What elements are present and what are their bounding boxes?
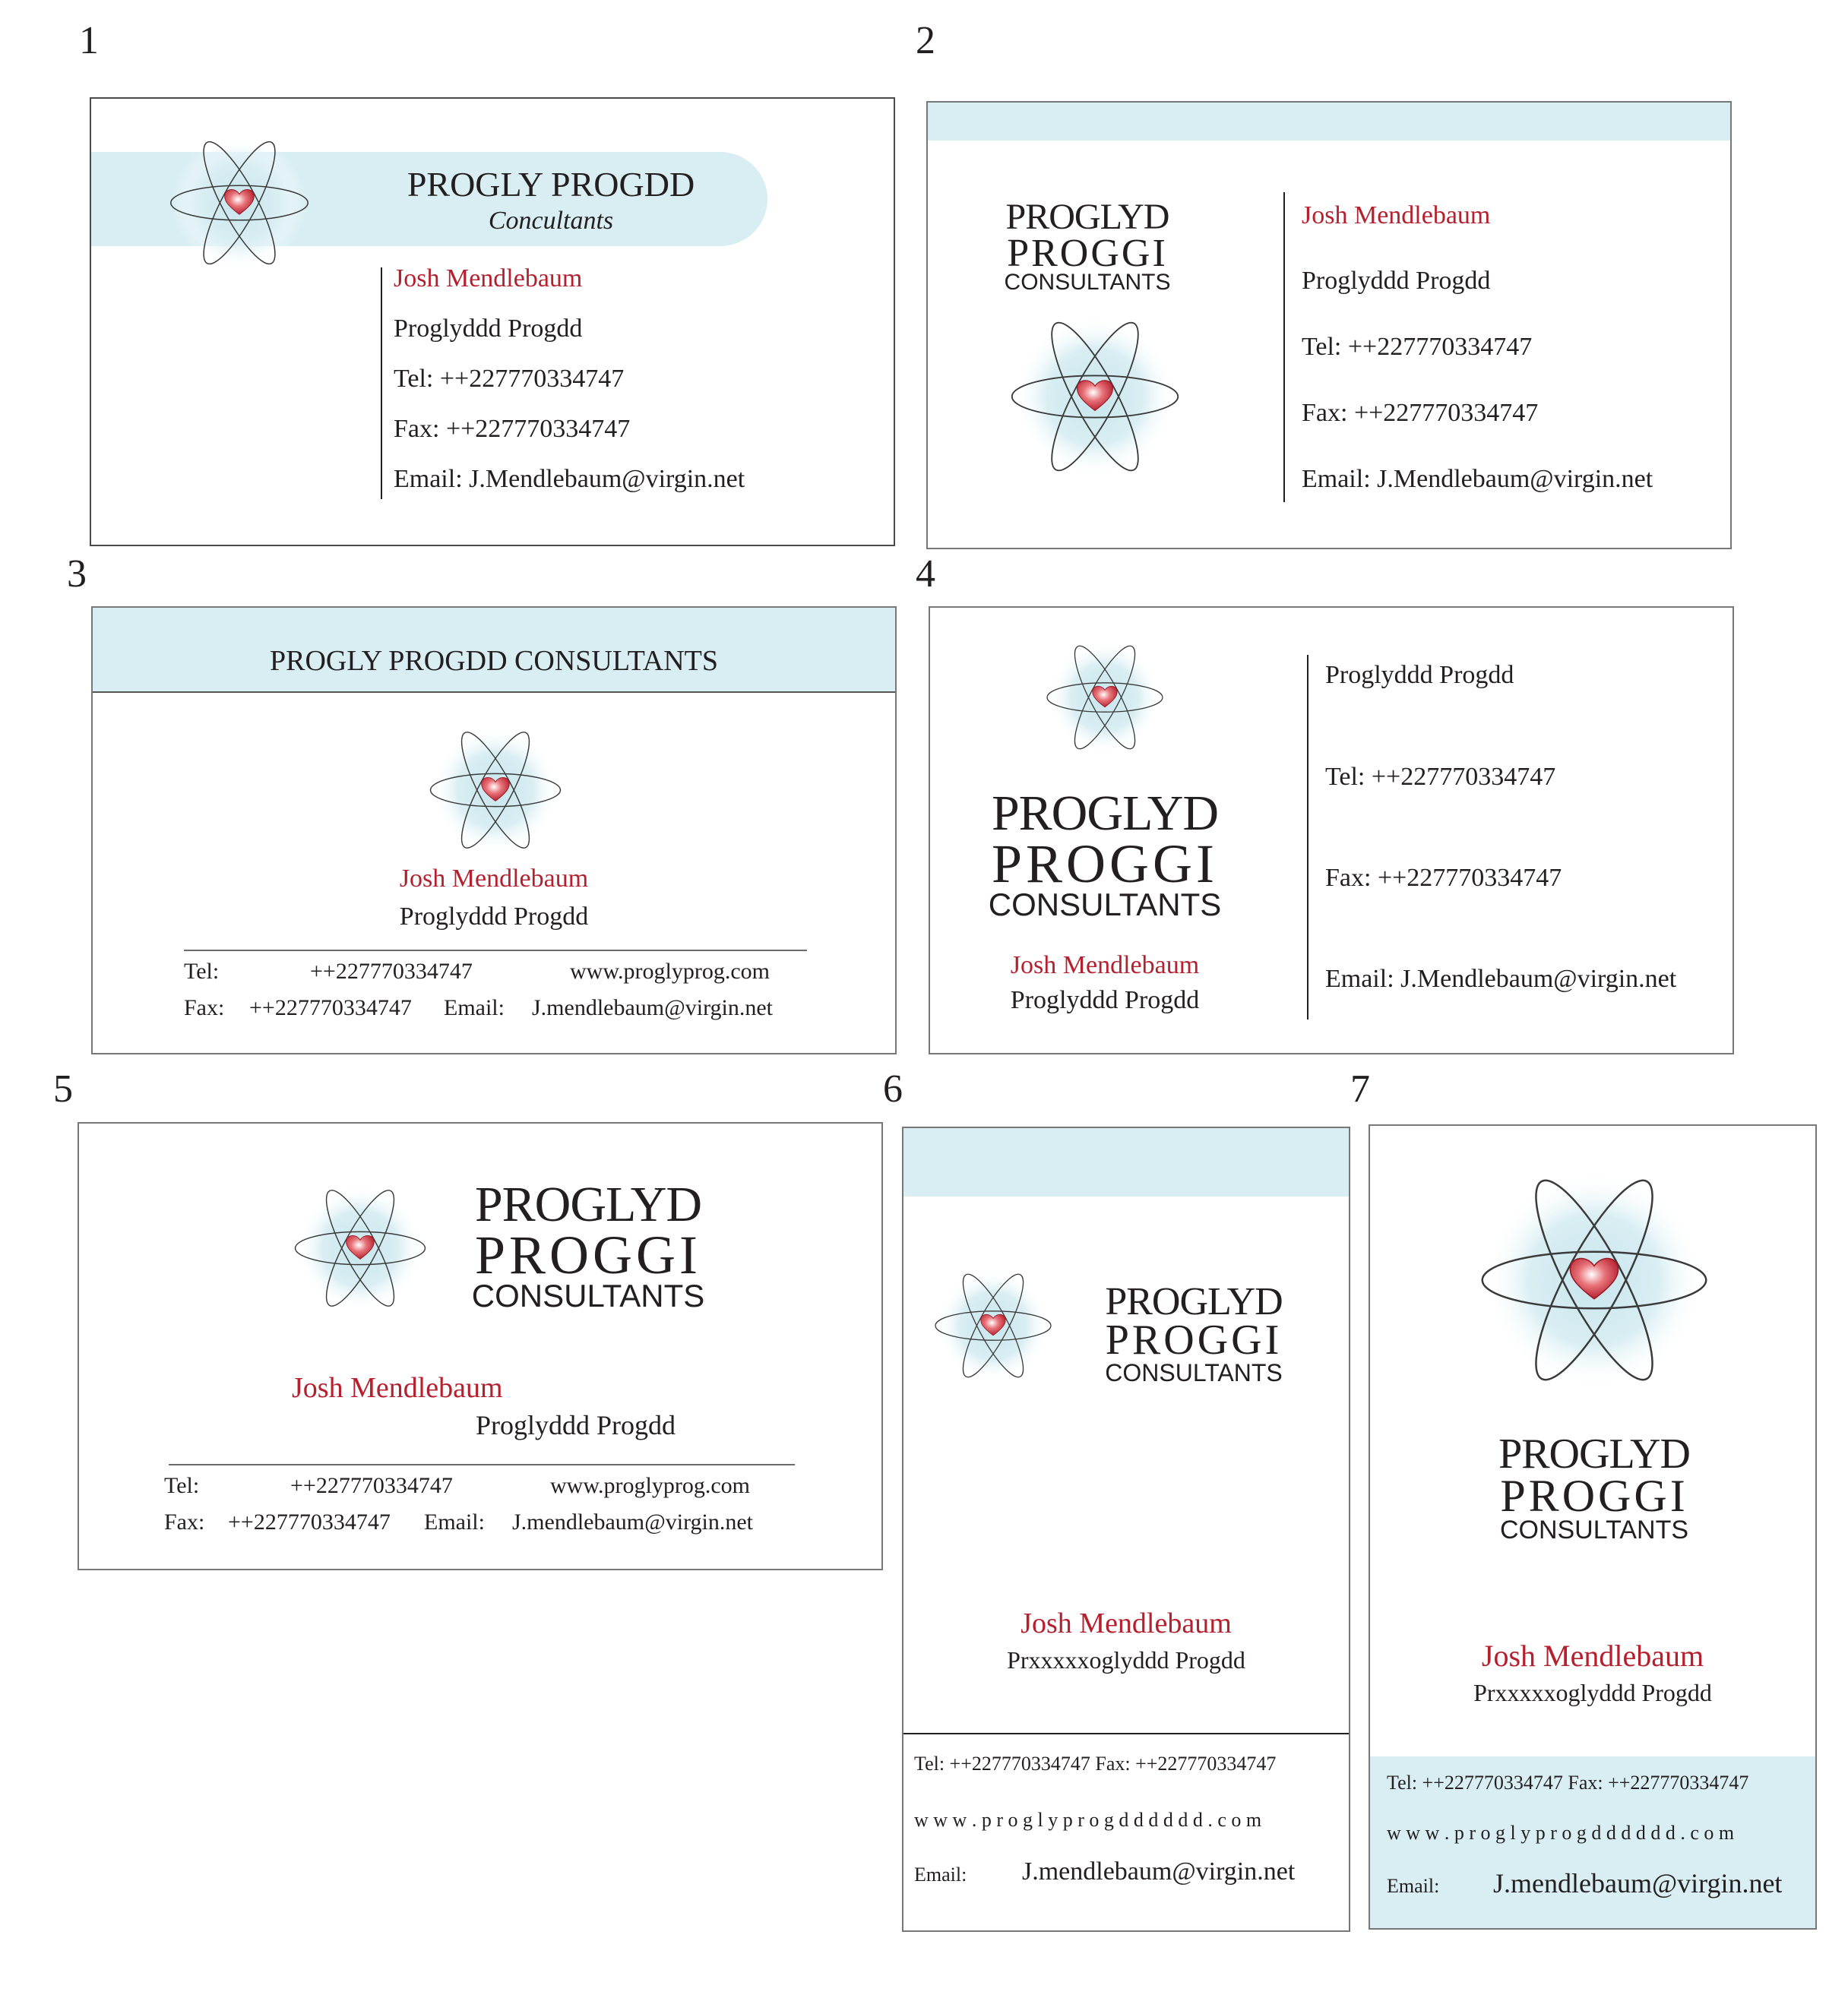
fax-value: ++227770334747 <box>249 995 412 1020</box>
person-name: Josh Mendlebaum <box>399 865 589 893</box>
website[interactable]: w w w . p r o g l y p r o g d d d d d d . c o m <box>914 1809 1262 1831</box>
company-logo-text <box>436 1177 740 1314</box>
person-name: Josh Mendlebaum <box>1481 1639 1704 1673</box>
logo-line-3: CONSULTANTS <box>988 887 1222 923</box>
email-value[interactable]: J.mendlebaum@virgin.net <box>532 995 774 1020</box>
fax-line: Fax: ++227770334747 <box>1302 399 1539 427</box>
atom-heart-icon <box>412 722 579 858</box>
email-label: Email: <box>914 1864 967 1886</box>
person-title: Prxxxxxoglyddd Progdd <box>1007 1646 1245 1674</box>
card-number-1: 1 <box>79 19 99 62</box>
separator <box>169 1464 795 1465</box>
atom-heart-icon <box>167 131 312 275</box>
business-card-6 <box>902 1127 1350 1932</box>
business-card-2 <box>926 101 1732 549</box>
fax-line: Fax: ++227770334747 <box>1325 864 1562 892</box>
company-name: PROGLY PROGDD CONSULTANTS <box>270 645 718 677</box>
header-band <box>928 103 1730 141</box>
card-number-6: 6 <box>883 1067 903 1111</box>
person-name: Josh Mendlebaum <box>1021 1608 1232 1639</box>
logo-line-1: PROGLYD <box>991 786 1219 841</box>
tel-fax-line: Tel: ++227770334747 Fax: ++227770334747 <box>1387 1772 1749 1794</box>
logo-line-2: PROGGI <box>1007 231 1168 275</box>
tel-label: Tel: <box>164 1473 200 1498</box>
email-line: Email: J.Mendlebaum@virgin.net <box>394 465 745 493</box>
logo-line-2: PROGGI <box>474 1224 702 1285</box>
atom-heart-icon <box>925 1265 1062 1386</box>
person-title: Proglyddd Progdd <box>476 1410 676 1440</box>
company-name: PROGLY PROGDD <box>407 165 695 204</box>
tel-line: Tel: ++227770334747 <box>1325 763 1556 791</box>
email-label: Email: <box>424 1510 485 1535</box>
fax-value: ++227770334747 <box>228 1510 391 1535</box>
company-logo-text <box>1442 1431 1746 1545</box>
logo-line-1: PROGLYD <box>474 1177 702 1232</box>
header-band <box>903 1128 1349 1197</box>
separator <box>184 950 807 951</box>
website[interactable]: www.proglyprog.com <box>570 959 771 984</box>
tel-label: Tel: <box>184 959 220 984</box>
card-number-4: 4 <box>916 552 935 596</box>
card-number-2: 2 <box>916 19 935 62</box>
email-value[interactable]: J.mendlebaum@virgin.net <box>512 1510 754 1535</box>
person-title: Proglyddd Progdd <box>394 315 583 343</box>
logo-line-2: PROGGI <box>1500 1471 1688 1522</box>
email-label: Email: <box>1387 1875 1440 1897</box>
business-card-7 <box>1369 1124 1817 1930</box>
business-card-3 <box>91 606 897 1054</box>
logo-line-2: PROGGI <box>991 833 1219 894</box>
logo-line-1: PROGLYD <box>1005 197 1169 237</box>
logo-line-3: CONSULTANTS <box>1004 269 1171 295</box>
fax-line: Fax: ++227770334747 <box>394 415 631 443</box>
company-tagline: Concultants <box>488 207 614 235</box>
website[interactable]: w w w . p r o g l y p r o g d d d d d d . c o m <box>1387 1822 1735 1844</box>
person-name: Josh Mendlebaum <box>292 1372 503 1404</box>
company-logo-text <box>1072 1280 1315 1386</box>
separator <box>903 1733 1349 1734</box>
person-name: Josh Mendlebaum <box>1302 201 1491 229</box>
email-label: Email: <box>444 995 505 1020</box>
tel-line: Tel: ++227770334747 <box>394 365 625 393</box>
atom-heart-icon <box>284 1180 436 1317</box>
tel-line: Tel: ++227770334747 <box>1302 333 1533 361</box>
logo-line-3: CONSULTANTS <box>1499 1516 1689 1545</box>
company-logo-text <box>953 786 1257 923</box>
person-name: Josh Mendlebaum <box>1010 951 1200 979</box>
card-number-3: 3 <box>67 552 87 596</box>
business-card-4 <box>929 606 1734 1054</box>
person-title: Proglyddd Progdd <box>1010 986 1200 1014</box>
tel-fax-line: Tel: ++227770334747 Fax: ++227770334747 <box>914 1753 1277 1775</box>
person-title-right: Proglyddd Progdd <box>1325 661 1514 689</box>
fax-label: Fax: <box>184 995 225 1020</box>
person-title: Proglyddd Progdd <box>1302 267 1491 295</box>
email-line: Email: J.Mendlebaum@virgin.net <box>1302 465 1653 493</box>
logo-line-1: PROGLYD <box>1105 1280 1283 1323</box>
atom-heart-icon <box>1004 309 1186 484</box>
card-number-7: 7 <box>1350 1067 1370 1111</box>
person-title: Proglyddd Progdd <box>399 903 589 931</box>
logo-line-3: CONSULTANTS <box>1105 1358 1283 1386</box>
card-number-5: 5 <box>53 1067 73 1111</box>
business-card-5 <box>78 1122 883 1570</box>
company-logo-text <box>989 197 1186 295</box>
tel-value: ++227770334747 <box>310 959 473 984</box>
email-value[interactable]: J.mendlebaum@virgin.net <box>1493 1868 1783 1898</box>
divider <box>1307 655 1308 1020</box>
atom-heart-icon <box>1029 637 1181 758</box>
atom-heart-icon <box>1469 1162 1720 1398</box>
divider <box>381 267 382 499</box>
website[interactable]: www.proglyprog.com <box>550 1473 751 1498</box>
person-title: Prxxxxxoglyddd Progdd <box>1473 1679 1712 1706</box>
person-name: Josh Mendlebaum <box>394 264 583 292</box>
business-card-1 <box>90 97 895 546</box>
logo-line-1: PROGLYD <box>1498 1431 1690 1478</box>
email-value[interactable]: J.mendlebaum@virgin.net <box>1022 1857 1296 1886</box>
logo-line-3: CONSULTANTS <box>471 1278 705 1314</box>
tel-value: ++227770334747 <box>290 1473 453 1498</box>
email-line: Email: J.Mendlebaum@virgin.net <box>1325 965 1677 993</box>
fax-label: Fax: <box>164 1510 205 1535</box>
divider <box>1283 192 1285 502</box>
logo-line-2: PROGGI <box>1105 1317 1283 1364</box>
